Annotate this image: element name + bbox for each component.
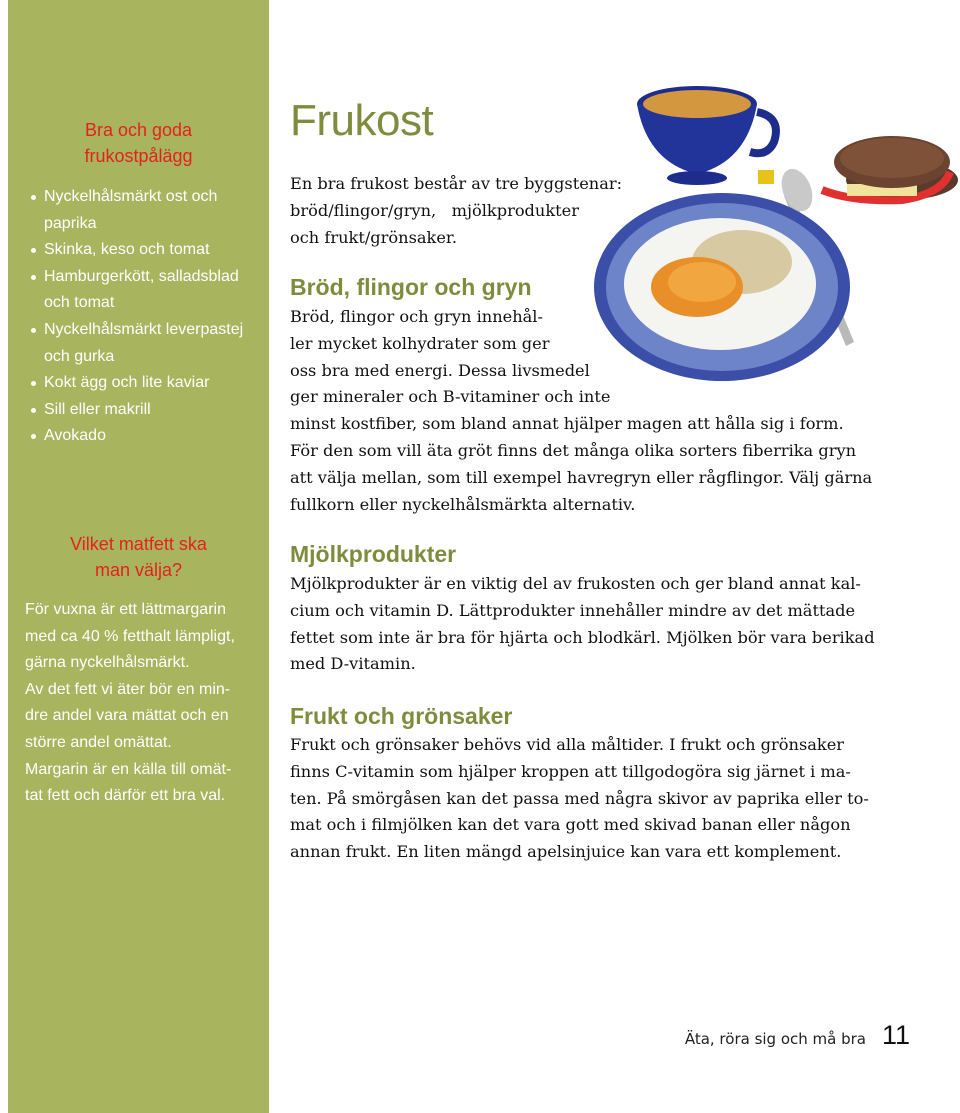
paragraph-line: bröd/flingor/gryn, mjölkprodukter xyxy=(290,200,579,220)
section-body-dairy xyxy=(290,571,875,678)
list-item-text: Sill eller makrill xyxy=(44,400,151,418)
list-item xyxy=(30,184,260,237)
paragraph-line: Av det fett vi äter bör en min- xyxy=(25,680,231,698)
paragraph-line: större andel omättat. xyxy=(25,733,172,751)
paragraph-line: med D-vitamin. xyxy=(290,654,416,674)
paragraph-line: att välja mellan, som till exempel havregryn eller rågflingor. Välj gärna xyxy=(290,467,873,487)
list-item xyxy=(30,237,260,264)
paragraph-line: dre andel vara mättat och en xyxy=(25,707,229,725)
paragraph-line: Frukt och grönsaker behövs vid alla måltider. I frukt och grönsaker xyxy=(290,735,845,754)
paragraph-line: ten. På smörgåsen kan det passa med några skivor av paprika eller to- xyxy=(290,788,869,808)
paragraph-line: tat fett och därför ett bra val. xyxy=(25,787,226,805)
paragraph-line: För vuxna är ett lättmargarin xyxy=(25,601,226,618)
list-item xyxy=(30,317,260,370)
section-body-bread xyxy=(290,304,872,518)
paragraph-line: cium och vitamin D. Lättprodukter innehåller mindre av det mättade xyxy=(290,600,856,620)
paragraph-line: En bra frukost består av tre byggstenar: xyxy=(290,174,623,193)
section-heading-fruit: Frukt och grönsaker xyxy=(290,703,513,729)
paragraph-line: Margarin är en källa till omät- xyxy=(25,760,232,778)
list-item-text: och gurka xyxy=(44,347,115,365)
list-item-text: och tomat xyxy=(44,294,115,312)
list-item xyxy=(30,370,260,397)
paragraph-line: finns C-vitamin som hjälper kroppen att tillgodogöra sig järnet i ma- xyxy=(290,761,851,781)
intro-paragraph xyxy=(290,171,622,251)
paragraph-line: Mjölkprodukter är en viktig del av frukosten och ger bland annat kal- xyxy=(290,574,861,593)
paragraph-line: Bröd, flingor och gryn innehål- xyxy=(290,307,543,326)
sidebar-fat-paragraph xyxy=(25,597,260,810)
section-heading-dairy: Mjölkprodukter xyxy=(290,541,457,567)
section-heading-bread: Bröd, flingor och gryn xyxy=(290,274,532,300)
list-item xyxy=(30,397,260,424)
sidebar-box1-title-line: Bra och goda xyxy=(84,120,193,140)
sidebar-panel xyxy=(8,0,269,1113)
sidebar-box1-title-line: frukostpålägg xyxy=(84,146,193,166)
paragraph-line: fettet som inte är bra för hjärta och blodkärl. Mjölken bör vara berikad xyxy=(290,627,875,647)
paragraph-line: annan frukt. En liten mängd apelsinjuice kan vara ett komplement. xyxy=(290,842,842,862)
list-item-text: Nyckelhålsmärkt ost och xyxy=(44,188,218,205)
paragraph-line: ger mineraler och B-vitaminer och inte xyxy=(290,387,611,407)
sidebar-box2-title-line: man välja? xyxy=(94,560,183,580)
page-title: Frukost xyxy=(290,96,434,145)
paragraph-line: fullkorn eller nyckelhålsmärkta alternativ. xyxy=(290,494,636,514)
list-item-text: Kokt ägg och lite kaviar xyxy=(44,374,210,392)
sidebar-box1-title xyxy=(8,117,269,169)
page-number: 11 xyxy=(881,1020,910,1050)
paragraph-line: minst kostfiber, som bland annat hjälper magen att hålla sig i form. xyxy=(290,414,844,434)
sidebar-box2-title xyxy=(8,531,269,583)
paragraph-line: ler mycket kolhydrater som ger xyxy=(290,333,550,353)
footer-book-title: Äta, röra sig och må bra xyxy=(684,1030,866,1048)
list-item-text: Hamburgerkött, salladsblad xyxy=(44,267,239,285)
section-body-fruit xyxy=(290,732,869,866)
list-item-text: paprika xyxy=(44,214,97,232)
sidebar-box2-title-line: Vilket matfett ska xyxy=(70,534,207,554)
paragraph-line: gärna nyckelhålsmärkt. xyxy=(25,654,190,672)
list-item-text: Avokado xyxy=(44,427,106,445)
paragraph-line: med ca 40 % fetthalt lämpligt, xyxy=(25,627,235,645)
list-item xyxy=(30,264,260,317)
paragraph-line: mat och i filmjölken kan det vara gott med skivad banan eller någon xyxy=(290,815,851,835)
paragraph-line: oss bra med energi. Dessa livsmedel xyxy=(290,360,590,380)
list-item xyxy=(30,423,260,450)
list-item-text: Skinka, keso och tomat xyxy=(44,241,210,259)
list-item-text: Nyckelhålsmärkt leverpastej xyxy=(44,320,244,338)
paragraph-line: och frukt/grönsaker. xyxy=(290,227,458,247)
paragraph-line: För den som vill äta gröt finns det många olika sorters fiberrika gryn xyxy=(290,440,857,460)
spread-list xyxy=(30,184,260,450)
